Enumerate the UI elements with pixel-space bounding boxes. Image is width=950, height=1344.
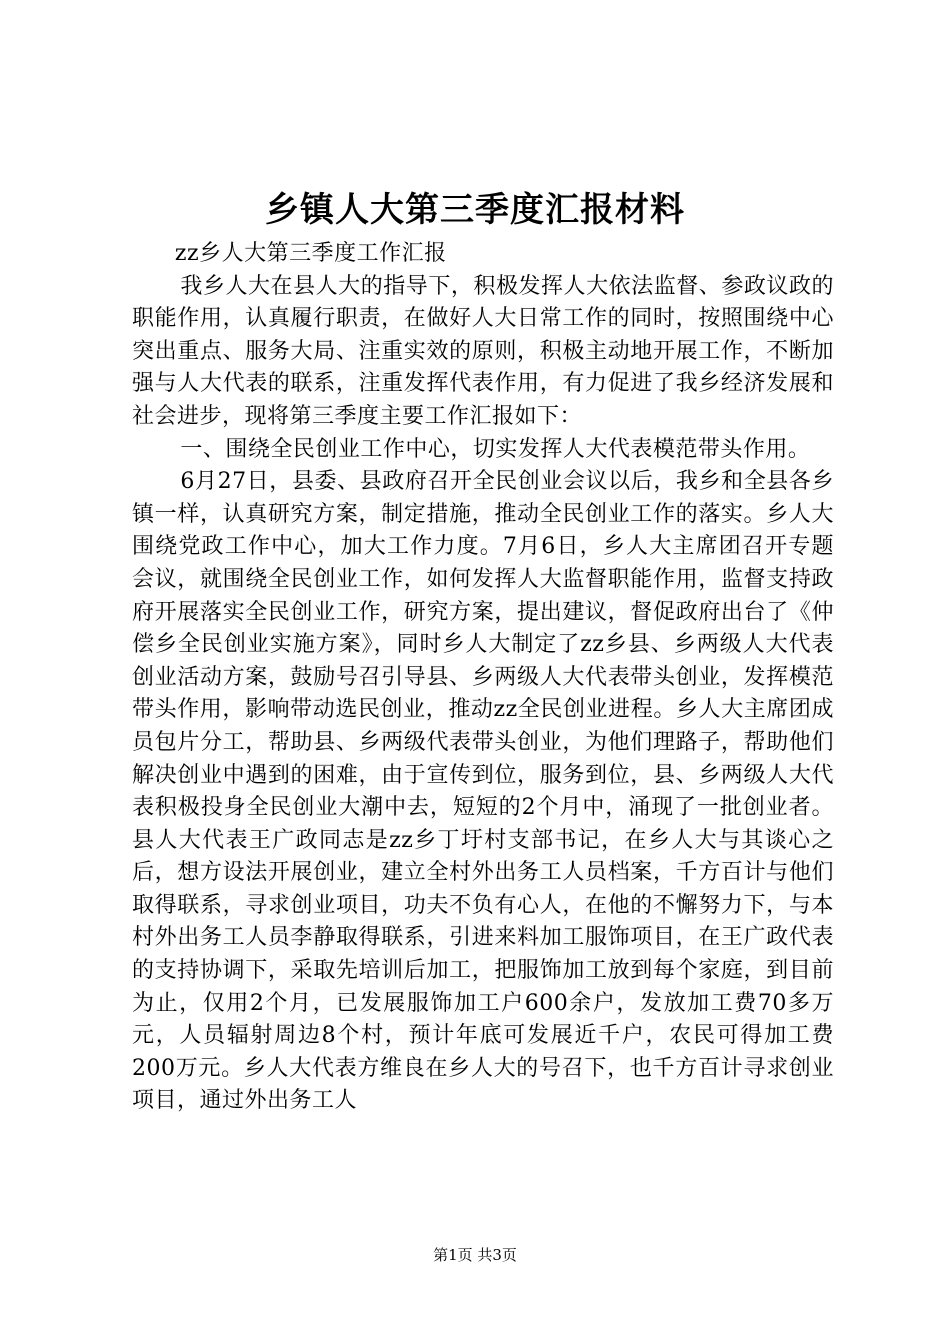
section-heading-1: 一、围绕全民创业工作中心，切实发挥人大代表模范带头作用。 (180, 436, 811, 462)
page-footer: 第1页 共3页 (433, 1246, 517, 1264)
document-subtitle: zz乡人大第三季度工作汇报 (174, 241, 447, 266)
paragraph-intro: 我乡人大在县人大的指导下，积极发挥人大依法监督、参政议政的职能作用，认真履行职责，在做好人大日常工作的同时，按照围绕中心突出重点、服务大局、注重实效的原则，积极主动地开展工作，不断加强与人大代表的联系，注重发挥代表作用，有力促进了我乡经济发展和社会进步，现将第三季度主要工作汇报如下： (132, 273, 834, 429)
paragraph-section-1: 6月27日，县委、县政府召开全民创业会议以后，我乡和全县各乡镇一样，认真研究方案，制定措施，推动全民创业工作的落实。乡人大围绕党政工作中心，加大工作力度。7月6日，乡人大主席团召开专题会议，就围绕全民创业工作，如何发挥人大监督职能作用，监督支持政府开展落实全民创业工作，研究方案，提出建议，督促政府出台了《仲偿乡全民创业实施方案》，同时乡人大制定了zz乡县、乡两级人大代表创业活动方案，鼓励号召引导县、乡两级人大代表带头创业，发挥模范带头作用，影响带动选民创业，推动zz全民创业进程。乡人大主席团成员包片分工，帮助县、乡两级代表带头创业，为他们理路子，帮助他们解决创业中遇到的困难，由于宣传到位，服务到位，县、乡两级人大代表积极投身全民创业大潮中去，短短的2个月中，涌现了一批创业者。县人大代表王广政同志是zz乡丁圩村支部书记，在乡人大与其谈心之后，想方设法开展创业，建立全村外出务工人员档案，千方百计与他们取得联系，寻求创业项目，功夫不负有心人，在他的不懈努力下，与本村外出务工人员李静取得联系，引进来料加工服饰项目，在王广政代表的支持协调下，采取先培训后加工，把服饰加工放到每个家庭，到目前为止，仅用2个月，已发展服饰加工户600余户，发放加工费70多万元，人员辐射周边8个村，预计年底可发展近千户，农民可得加工费200万元。乡人大代表方维良在乡人大的号召下，也千方百计寻求创业项目，通过外出务工人 (132, 469, 835, 1114)
document-title: 乡镇人大第三季度汇报材料 (265, 190, 685, 230)
document-body (132, 238, 834, 1118)
